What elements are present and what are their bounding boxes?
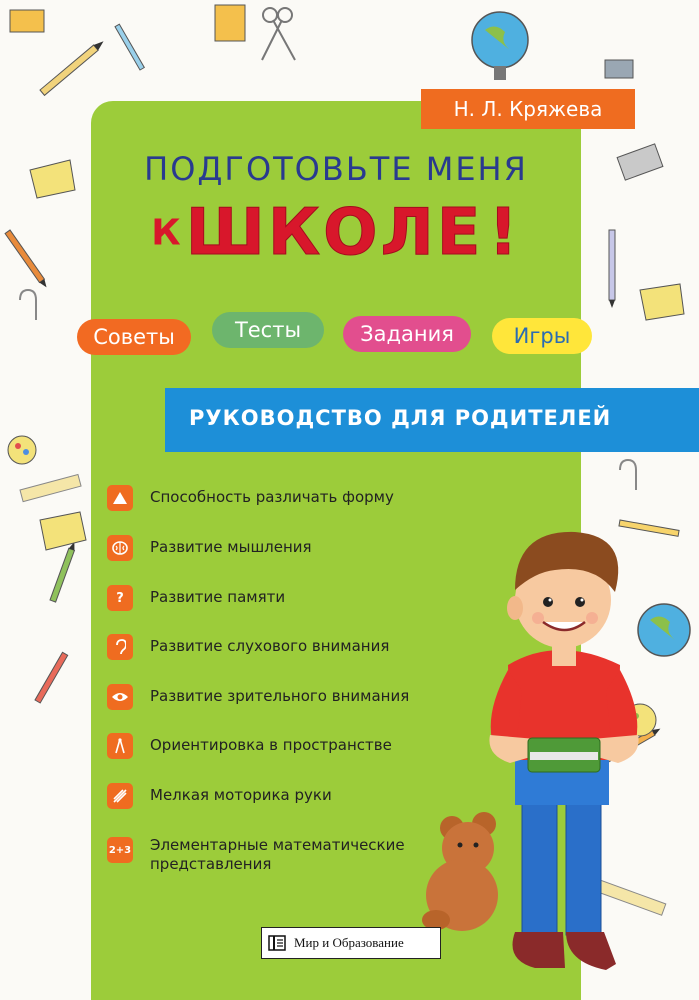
feature-label: Ориентировка в пространстве — [150, 736, 392, 754]
book-icon — [268, 934, 286, 952]
feature-label: Развитие слухового внимания — [150, 637, 390, 655]
feature-label-line-2: представления — [150, 855, 272, 873]
author-name: Н. Л. Кряжева — [421, 89, 635, 129]
title-word-school: ШКОЛЕ — [185, 196, 484, 270]
math-icon: 2+3 — [107, 837, 133, 863]
publisher-name: Мир и Образование — [294, 935, 404, 950]
feature-label: Мелкая моторика руки — [150, 786, 332, 804]
tag-tests: Тесты — [212, 312, 324, 348]
title-line-1: ПОДГОТОВЬТЕ МЕНЯ — [144, 150, 528, 188]
publisher-logo — [261, 927, 441, 959]
tag-tasks: Задания — [343, 316, 471, 352]
feature-label: Развитие мышления — [150, 538, 312, 556]
feature-label: Способность различать форму — [150, 488, 394, 506]
teddy-bear-icon — [422, 812, 498, 931]
question-icon: ? — [107, 585, 133, 611]
feature-label: Развитие зрительного внимания — [150, 687, 410, 705]
feature-label: Элементарные математические — [150, 836, 405, 854]
boy-icon — [489, 532, 638, 970]
feature-label: Развитие памяти — [150, 588, 286, 606]
tag-games: Игры — [492, 318, 592, 354]
title-exclamation: ! — [488, 196, 521, 270]
tag-tips: Советы — [77, 319, 191, 355]
title-word-k: К — [151, 212, 181, 254]
subtitle-banner: РУКОВОДСТВО ДЛЯ РОДИТЕЛЕЙ — [165, 388, 699, 452]
